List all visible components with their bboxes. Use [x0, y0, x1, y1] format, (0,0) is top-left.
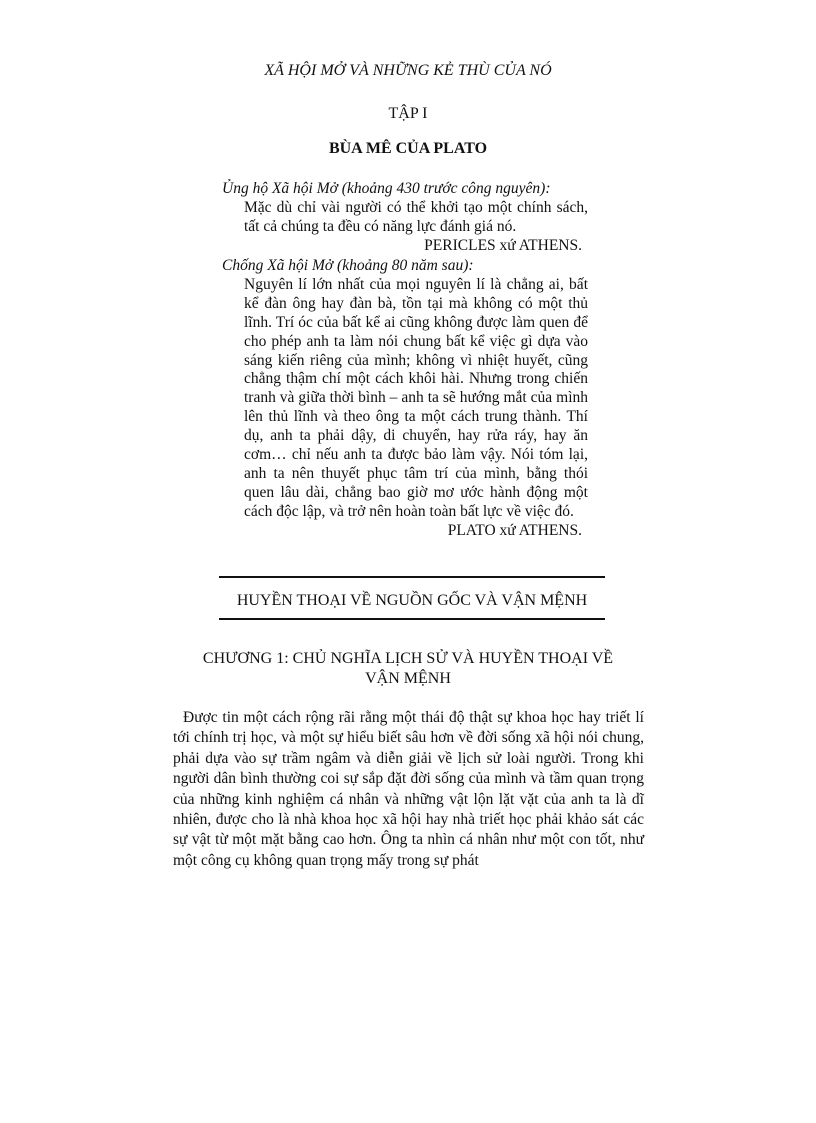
body-paragraph: Được tin một cách rộng rãi rằng một thái độ thật sự khoa học hay triết lí tới chính trị học, và một sự hiểu biết sâu hơn về đời sống xã hội nói chung, phải dựa vào sự trầm ngâm và diễn giải về lịch sử loài người. Trong khi người dân bình thường coi sự sắp đặt đời sống của mình và tầm quan trọng của những kinh nghiệm cá nhân và những vật lộn lặt vặt của anh ta là dĩ nhiên, được cho là nhà khoa học xã hội hay nhà triết học phải khảo sát các sự vật từ một mặt bằng cao hơn. Ông ta nhìn cá nhân như một con tốt, như một công cụ không quan trọng mấy trong sự phát: [173, 709, 644, 869]
epigraph-pericles: [222, 180, 588, 256]
epigraph-heading: Ủng hộ Xã hội Mở (khoảng 430 trước công nguyên):: [222, 180, 551, 197]
epigraph-quote: Nguyên lí lớn nhất của mọi nguyên lí là chẳng ai, bất kể đàn ông hay đàn bà, tồn tại mà không có một thủ lĩnh. Trí óc của bất kể ai cũng không được làm quen để cho phép anh ta làm nói chung bất kể việc gì dựa vào sáng kiến riêng của mình; không vì nhiệt huyết, cũng chẳng thậm chí một cách khôi hài. Nhưng trong chiến tranh và giữa thời bình – anh ta sẽ hướng mắt của mình lên thủ lĩnh và theo ông ta một cách trung thành. Thí dụ, anh ta phải dậy, di chuyển, hay rửa ráy, hay ăn cơm… chỉ nếu anh ta được bảo làm vậy. Nói tóm lại, anh ta nên thuyết phục tâm trí của mình, bằng thói quen lâu dài, chẳng bao giờ mơ ước hành động một cách độc lập, và trở nên hoàn toàn bất lực về việc đó.: [244, 275, 588, 520]
volume-label: TẬP I: [388, 105, 428, 122]
book-title: BÙA MÊ CỦA PLATO: [328, 140, 488, 157]
epigraph-heading: Chống Xã hội Mở (khoảng 80 năm sau):: [222, 257, 474, 274]
divider-top: [219, 576, 605, 578]
epigraph-plato: [222, 257, 588, 541]
series-title: XÃ HỘI MỞ VÀ NHỮNG KẺ THÙ CỦA NÓ: [264, 62, 552, 79]
part-title: HUYỀN THOẠI VỀ NGUỒN GỐC VÀ VẬN MỆNH: [236, 592, 588, 609]
epigraph-attribution: PLATO xứ ATHENS.: [447, 521, 582, 539]
chapter-title: CHƯƠNG 1: CHỦ NGHĨA LỊCH SỬ VÀ HUYỀN THOẠI VỀ VẬN MỆNH: [202, 650, 614, 687]
epigraph-quote: Mặc dù chỉ vài người có thể khởi tạo một chính sách, tất cả chúng ta đều có năng lực đánh giá nó.: [244, 198, 588, 235]
epigraph-attribution: PERICLES xứ ATHENS.: [424, 236, 582, 254]
divider-bottom: [219, 618, 605, 620]
